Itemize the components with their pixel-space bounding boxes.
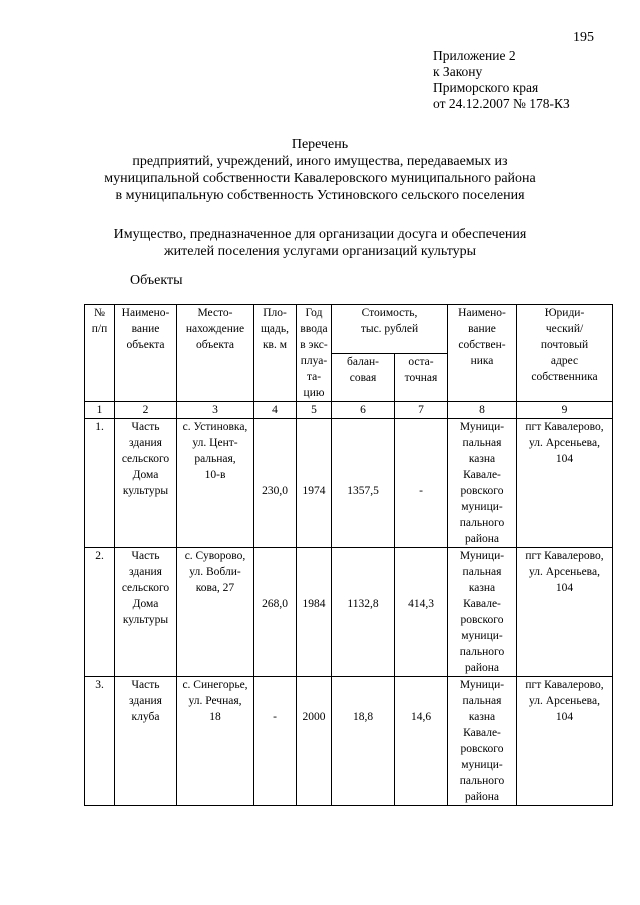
cell-text: 1132,8 (347, 598, 379, 610)
cell-text: района (464, 662, 500, 674)
cell-book-value (332, 677, 395, 806)
cell-text: пгт Кавалерово, (525, 550, 604, 562)
cell-owner (448, 677, 517, 806)
cell-text: Кавале- (463, 598, 501, 610)
header-text: ника (470, 355, 494, 367)
cell-text: 230,0 (262, 485, 288, 497)
column-number: 6 (332, 402, 395, 419)
column-number: 4 (254, 402, 297, 419)
column-number: 1 (85, 402, 115, 419)
cell-text: 1984 (302, 598, 326, 610)
cell-text: 104 (555, 582, 574, 594)
cell-text: Дома (132, 598, 159, 610)
cell-text: Муници- (459, 421, 505, 433)
cell-text: муници- (461, 630, 503, 642)
cell-text: ул. Речная, (188, 695, 242, 707)
cell-text: - (273, 711, 277, 723)
header-book-value (332, 353, 395, 402)
cell-owner (448, 548, 517, 677)
cell-text: кова, 27 (195, 582, 235, 594)
cell-location (177, 677, 254, 806)
cell-text: ул. Вобли- (189, 566, 241, 578)
header-text: Наимено- (458, 307, 506, 319)
table-row (85, 419, 613, 548)
column-number: 8 (448, 402, 517, 419)
header-text: объекта (195, 339, 235, 351)
header-text: вание (131, 323, 160, 335)
appendix-line: Приморского края (433, 80, 539, 95)
cell-area (254, 548, 297, 677)
column-number: 7 (395, 402, 448, 419)
cell-name (115, 548, 177, 677)
header-area (254, 305, 297, 402)
appendix-block (433, 48, 570, 112)
appendix-line: от 24.12.2007 № 178-КЗ (433, 96, 570, 111)
cell-text: 268,0 (262, 598, 288, 610)
cell-text: пального (459, 775, 505, 787)
cell-text: сельского (121, 582, 170, 594)
header-text: Место- (197, 307, 233, 319)
cell-book-value (332, 419, 395, 548)
header-text: та- (306, 371, 322, 383)
header-text: точная (404, 371, 438, 384)
cell-text: ровского (460, 485, 504, 497)
cell-text: пальная (462, 566, 502, 578)
header-text: ввода (300, 323, 328, 335)
cell-area (254, 419, 297, 548)
header-text: ческий/ (545, 323, 584, 335)
title-line: Перечень (291, 137, 349, 152)
appendix-line: Приложение 2 (433, 48, 516, 63)
cell-text: культуры (122, 485, 169, 497)
page-number: 195 (573, 30, 594, 45)
header-text: кв. м (262, 339, 288, 351)
cell-text: 2000 (302, 711, 326, 723)
column-number: 2 (115, 402, 177, 419)
subtitle-line: Имущество, предназначенное для организации досуга и обеспечения (113, 227, 527, 242)
cell-text: клуба (131, 711, 160, 723)
cell-text: сельского (121, 453, 170, 465)
header-address (517, 305, 613, 402)
title-line: в муниципальную собственность Устиновского сельского поселения (115, 188, 525, 203)
cell-num: 2. (85, 548, 115, 677)
column-numbers-row (85, 402, 613, 419)
cell-text: Дома (132, 469, 159, 481)
header-name (115, 305, 177, 402)
cell-text: пальная (462, 695, 502, 707)
header-text: собствен- (458, 339, 506, 351)
header-location (177, 305, 254, 402)
cell-text: ул. Арсеньева, (529, 695, 600, 707)
cell-year (297, 419, 332, 548)
cell-text: Муници- (459, 550, 505, 562)
cell-text: Часть (131, 550, 160, 562)
header-text: Стоимость, (361, 307, 418, 319)
cell-text: Кавале- (463, 727, 501, 739)
cell-year (297, 677, 332, 806)
cell-text: ул. Цент- (192, 437, 238, 449)
header-text: Пло- (263, 307, 287, 319)
cell-text: 104 (555, 711, 574, 723)
header-text: тыс. рублей (360, 323, 419, 335)
header-year (297, 305, 332, 402)
objects-label: Объекты (130, 273, 183, 288)
header-owner (448, 305, 517, 402)
cell-text: 10-в (204, 469, 226, 481)
cell-text: казна (468, 582, 496, 594)
header-text: Год (305, 307, 323, 319)
cell-residual-value (395, 677, 448, 806)
cell-residual-value (395, 548, 448, 677)
cell-text: пального (459, 646, 505, 658)
header-text: объекта (126, 339, 165, 351)
cell-text: 18,8 (352, 711, 374, 723)
cell-text: 14,6 (410, 711, 432, 723)
cell-text: 1974 (302, 485, 326, 497)
header-text: цию (303, 387, 325, 399)
cell-text: района (464, 533, 500, 545)
header-text: нахождение (185, 323, 245, 335)
section-subtitle (0, 226, 640, 260)
cell-text: - (419, 485, 423, 497)
cell-text: пгт Кавалерово, (525, 421, 604, 433)
header-text: в экс- (300, 339, 328, 351)
title-line: муниципальной собственности Кавалеровского муниципального района (104, 171, 536, 186)
header-text: адрес (550, 355, 579, 367)
cell-num: 3. (85, 677, 115, 806)
subtitle-line: жителей поселения услугами организаций культуры (163, 244, 477, 259)
cell-text: района (464, 791, 500, 803)
column-number: 5 (297, 402, 332, 419)
cell-owner (448, 419, 517, 548)
cell-text: Муници- (459, 679, 505, 691)
header-cost (332, 305, 448, 354)
appendix-line: к Закону (433, 64, 483, 79)
cell-text: Часть (131, 421, 160, 433)
header-text: балан- (347, 355, 379, 368)
cell-text: 1357,5 (347, 485, 379, 497)
cell-text: ральная, (194, 453, 236, 465)
title-line: предприятий, учреждений, иного имущества, передаваемых из (132, 154, 508, 169)
cell-address (517, 677, 613, 806)
cell-text: с. Устиновка, (182, 421, 248, 433)
cell-residual-value (395, 419, 448, 548)
cell-text: ровского (460, 743, 504, 755)
cell-address (517, 548, 613, 677)
cell-location (177, 548, 254, 677)
column-number: 9 (517, 402, 613, 419)
header-num (85, 305, 115, 402)
header-text: п/п (91, 323, 108, 335)
header-text: Юриди- (544, 307, 585, 319)
cell-text: здания (129, 566, 162, 578)
cell-location (177, 419, 254, 548)
cell-text: ровского (460, 614, 504, 626)
cell-text: Кавале- (463, 469, 501, 481)
header-row (85, 305, 613, 354)
cell-text: 18 (209, 711, 221, 723)
cell-text: с. Суворово, (184, 550, 246, 562)
cell-text: 414,3 (408, 598, 434, 610)
cell-text: Часть (131, 679, 160, 691)
table-row (85, 677, 613, 806)
header-text: щадь, (261, 323, 289, 335)
objects-table (84, 304, 613, 806)
cell-text: пгт Кавалерово, (525, 679, 604, 691)
cell-text: ул. Арсеньева, (529, 566, 600, 578)
header-text: почтовый (540, 339, 589, 351)
cell-name (115, 419, 177, 548)
document-title (0, 136, 640, 204)
cell-text: с. Синегорье, (182, 679, 248, 691)
cell-text: культуры (122, 614, 169, 626)
header-text: № (94, 307, 105, 319)
cell-text: казна (468, 711, 496, 723)
cell-text: муници- (461, 759, 503, 771)
cell-text: муници- (461, 501, 503, 513)
header-text: собственника (531, 371, 598, 383)
cell-text: пальная (462, 437, 502, 449)
cell-text: пального (459, 517, 505, 529)
header-text: совая (349, 371, 377, 384)
header-text: Наимено- (121, 307, 170, 319)
header-text: оста- (408, 355, 434, 368)
cell-address (517, 419, 613, 548)
cell-text: ул. Арсеньева, (529, 437, 600, 449)
cell-text: 104 (555, 453, 574, 465)
cell-text: здания (129, 437, 162, 449)
cell-text: здания (129, 695, 162, 707)
table-row (85, 548, 613, 677)
cell-name (115, 677, 177, 806)
column-number: 3 (177, 402, 254, 419)
cell-book-value (332, 548, 395, 677)
header-residual-value (395, 353, 448, 402)
cell-num: 1. (85, 419, 115, 548)
cell-area (254, 677, 297, 806)
header-text: вание (468, 323, 496, 335)
cell-text: казна (468, 453, 496, 465)
header-text: плуа- (300, 355, 328, 367)
cell-year (297, 548, 332, 677)
